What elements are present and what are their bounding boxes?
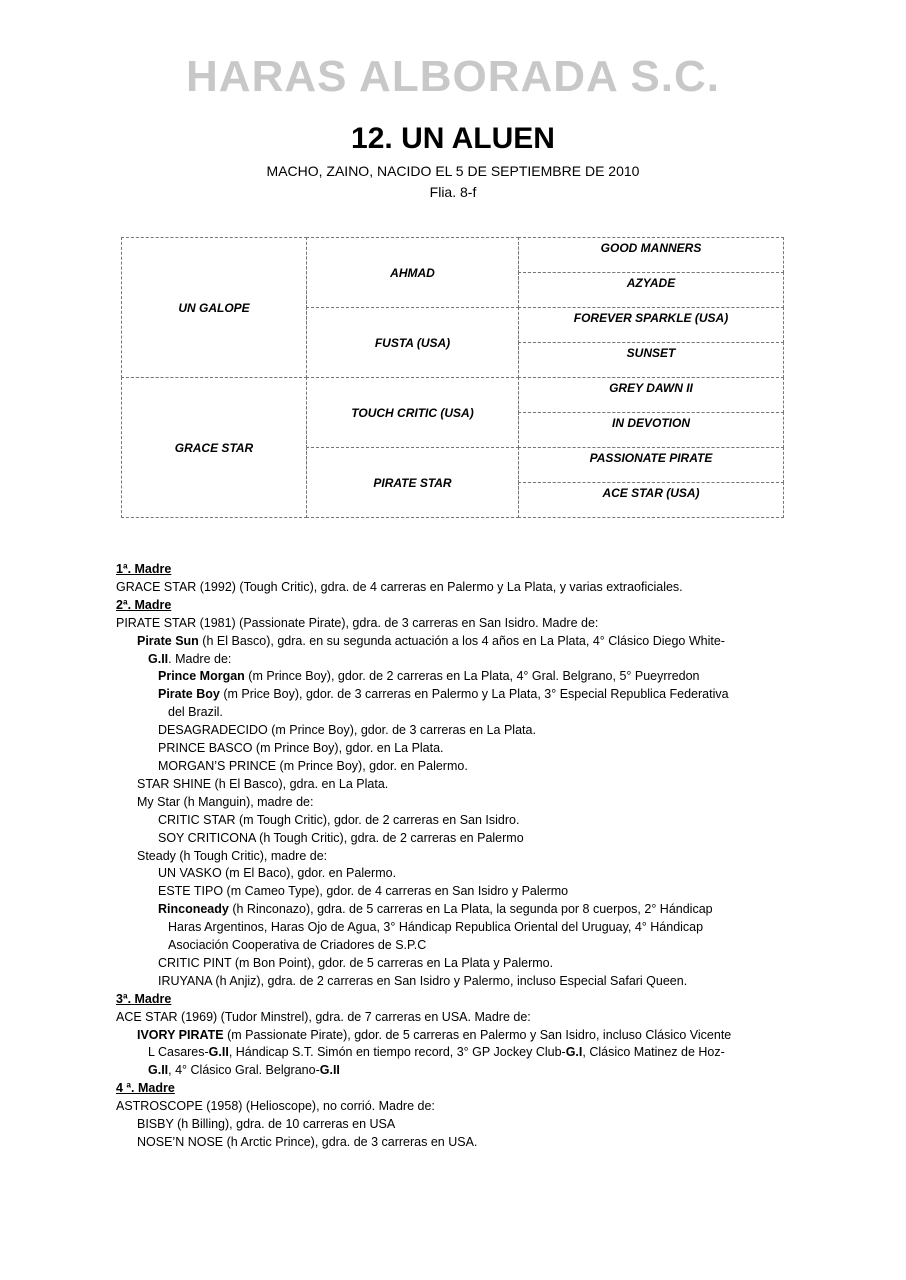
pedigree-gen3: GREY DAWN II: [518, 377, 784, 413]
produce-entry-continued: [116, 651, 776, 669]
horse-name: Pirate Sun: [137, 633, 199, 648]
entry-text: , Hándicap S.T. Simón en tiempo record, 3° GP Jockey Club-: [228, 1045, 566, 1060]
pedigree-gen3: FOREVER SPARKLE (USA): [518, 307, 784, 343]
produce-entry-continued: del Brazil.: [168, 705, 223, 720]
second-dam-heading: 2ª. Madre: [116, 597, 172, 612]
entry-text: (m Passionate Pirate), gdor. de 5 carreras en Palermo y San Isidro, incluso Clásico Vicente: [223, 1027, 732, 1042]
produce-entry: [116, 686, 776, 704]
pedigree-gen3: SUNSET: [518, 342, 784, 378]
pedigree-dam: GRACE STAR: [121, 377, 307, 518]
produce-entry: CRITIC STAR (m Tough Critic), gdor. de 2 carreras en San Isidro.: [158, 812, 520, 827]
pedigree-dam-sire: TOUCH CRITIC (USA): [306, 377, 519, 448]
horse-description: MACHO, ZAINO, NACIDO EL 5 DE SEPTIEMBRE DE 2010: [266, 163, 640, 179]
horse-family: Flia. 8-f: [429, 184, 477, 200]
grade-label: G.II: [319, 1063, 340, 1078]
pedigree-dam-dam: PIRATE STAR: [306, 447, 519, 518]
produce-entry: DESAGRADECIDO (m Prince Boy), gdor. de 3 carreras en La Plata.: [158, 723, 536, 738]
produce-entry: PRINCE BASCO (m Prince Boy), gdor. en La Plata.: [158, 741, 444, 756]
produce-entry: Steady (h Tough Critic), madre de:: [137, 848, 328, 863]
pedigree-gen3: PASSIONATE PIRATE: [518, 447, 784, 483]
produce-entry: SOY CRITICONA (h Tough Critic), gdra. de 2 carreras en Palermo: [158, 830, 524, 845]
produce-entry: [116, 901, 776, 919]
second-dam-text: PIRATE STAR (1981) (Passionate Pirate), gdra. de 3 carreras en San Isidro. Madre de:: [116, 615, 599, 630]
entry-text: (h El Basco), gdra. en su segunda actuación a los 4 años en La Plata, 4° Clásico Diego White-: [198, 633, 725, 648]
produce-entry: NOSE’N NOSE (h Arctic Prince), gdra. de 3 carreras en USA.: [137, 1135, 478, 1149]
third-dam-heading: 3ª. Madre: [116, 991, 172, 1006]
produce-entry-continued: Haras Argentinos, Haras Ojo de Agua, 3° Hándicap Republica Oriental del Uruguay, 4° Hándicap: [168, 920, 704, 935]
entry-text: , Clásico Matinez de Hoz-: [582, 1045, 725, 1060]
pedigree-sire-sire: AHMAD: [306, 237, 519, 308]
pedigree-gen3: GOOD MANNERS: [518, 237, 784, 273]
entry-text: (m Price Boy), gdor. de 3 carreras en Palermo y La Plata, 3° Especial Republica Federativa: [219, 687, 729, 702]
entry-text: , 4° Clásico Gral. Belgrano-: [168, 1063, 320, 1078]
produce-record: [116, 561, 776, 1152]
grade-label: G.II: [148, 651, 169, 666]
pedigree-table: [121, 237, 784, 518]
produce-entry: CRITIC PINT (m Bon Point), gdor. de 5 carreras en La Plata y Palermo.: [158, 955, 554, 970]
produce-entry: [116, 633, 776, 651]
entry-text: . Madre de:: [168, 651, 232, 666]
grade-label: G.II: [148, 1063, 169, 1078]
pedigree-gen3: IN DEVOTION: [518, 412, 784, 448]
produce-entry: STAR SHINE (h El Basco), gdra. en La Plata.: [137, 776, 389, 791]
horse-name: Prince Morgan: [158, 669, 245, 684]
first-dam-heading: 1ª. Madre: [116, 562, 172, 576]
third-dam-text: ACE STAR (1969) (Tudor Minstrel), gdra. de 7 carreras en USA. Madre de:: [116, 1009, 531, 1024]
produce-entry: BISBY (h Billing), gdra. de 10 carreras en USA: [137, 1117, 396, 1132]
produce-entry: My Star (h Manguin), madre de:: [137, 794, 314, 809]
entry-text: (h Rinconazo), gdra. de 5 carreras en La Plata, la segunda por 8 cuerpos, 2° Hándicap: [228, 902, 713, 917]
pedigree-gen3: ACE STAR (USA): [518, 482, 784, 518]
horse-title: 12. UN ALUEN: [351, 122, 555, 155]
produce-entry: IRUYANA (h Anjiz), gdra. de 2 carreras en San Isidro y Palermo, incluso Especial Safari Queen.: [158, 973, 688, 988]
pedigree-gen3: AZYADE: [518, 272, 784, 308]
horse-name: Rinconeady: [158, 902, 229, 917]
horse-name: Pirate Boy: [158, 687, 220, 702]
pedigree-sire: UN GALOPE: [121, 237, 307, 378]
produce-entry-continued: Asociación Cooperativa de Criadores de S.P.C: [168, 938, 427, 953]
produce-entry-continued: [116, 1044, 776, 1062]
horse-name: IVORY PIRATE: [137, 1027, 224, 1042]
grade-label: G.I: [565, 1045, 583, 1060]
pedigree-sire-dam: FUSTA (USA): [306, 307, 519, 378]
fourth-dam-text: ASTROSCOPE (1958) (Helioscope), no corrió. Madre de:: [116, 1099, 435, 1114]
grade-label: G.II: [208, 1045, 229, 1060]
entry-text: L Casares-: [148, 1045, 209, 1060]
fourth-dam-heading: 4 ª. Madre: [116, 1081, 175, 1096]
produce-entry: MORGAN’S PRINCE (m Prince Boy), gdor. en Palermo.: [158, 758, 468, 773]
farm-name: HARAS ALBORADA S.C.: [186, 52, 720, 101]
entry-text: (m Prince Boy), gdor. de 2 carreras en La Plata, 4° Gral. Belgrano, 5° Pueyrredon: [244, 669, 700, 684]
produce-entry: ESTE TIPO (m Cameo Type), gdor. de 4 carreras en San Isidro y Palermo: [158, 884, 569, 899]
produce-entry: [116, 1027, 776, 1045]
produce-entry: UN VASKO (m El Baco), gdor. en Palermo.: [158, 866, 397, 881]
produce-entry: [116, 668, 776, 686]
produce-entry-continued: [116, 1062, 776, 1080]
first-dam-text: GRACE STAR (1992) (Tough Critic), gdra. de 4 carreras en Palermo y La Plata, y varias extraoficiales.: [116, 579, 683, 594]
